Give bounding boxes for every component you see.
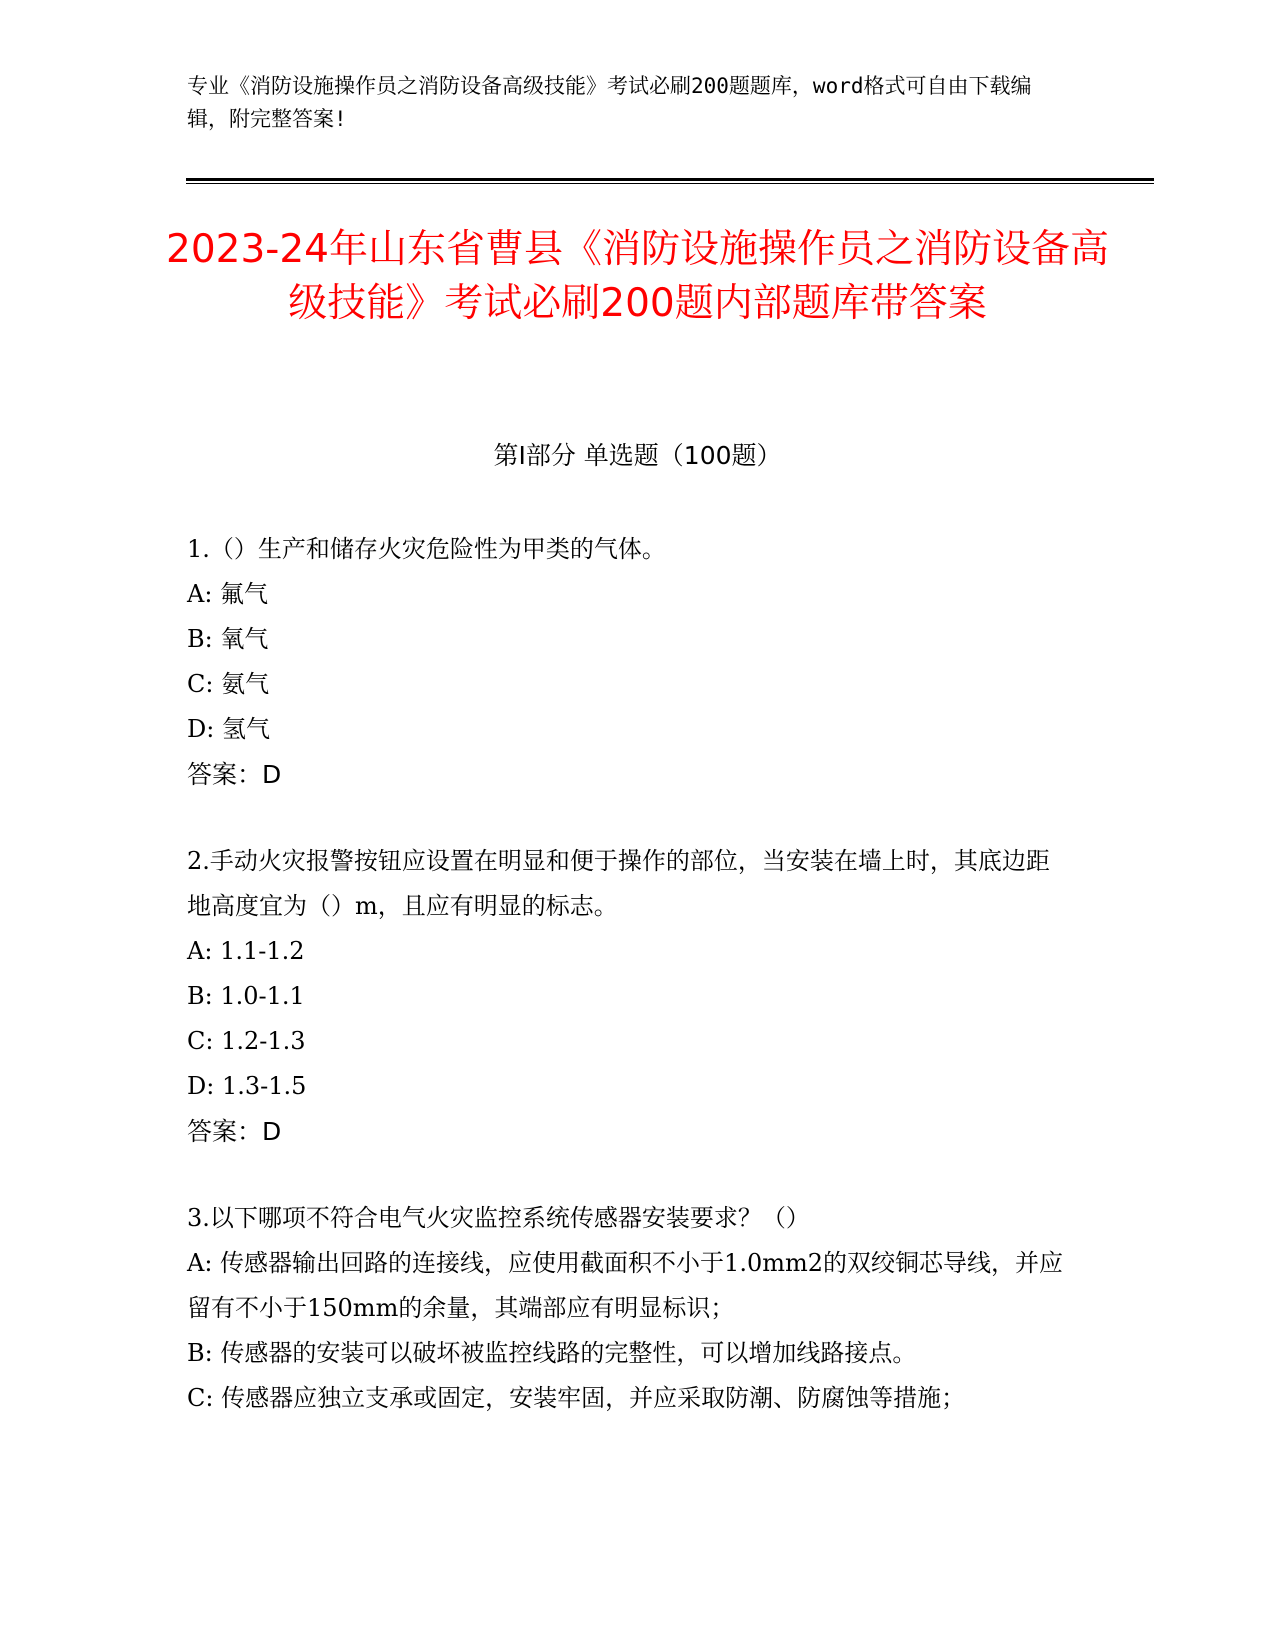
header-rule-thin: [186, 183, 1154, 184]
option-a: A: 传感器输出回路的连接线，应使用截面积不小于1.0mm2的双绞铜芯导线，并应留有不小于150mm的余量，其端部应有明显标识；: [187, 1249, 1063, 1322]
option-b: B: 传感器的安装可以破坏被监控线路的完整性，可以增加线路接点。: [187, 1339, 917, 1367]
question-list: [187, 527, 1067, 1463]
header-rule-thick: [186, 178, 1154, 181]
section-heading: 第I部分 单选题（100题）: [493, 441, 782, 470]
option-d: D: 氢气: [187, 715, 270, 743]
answer: 答案：D: [187, 1117, 282, 1146]
option-d: D: 1.3-1.5: [187, 1072, 307, 1100]
document-title: 2023-24年山东省曹县《消防设施操作员之消防设备高级技能》考试必刷200题内部题库带答案: [166, 227, 1109, 326]
option-a: A: 氟气: [187, 580, 269, 608]
option-b: B: 1.0-1.1: [187, 982, 305, 1010]
option-c: C: 传感器应独立支承或固定，安装牢固，并应采取防潮、防腐蚀等措施；: [187, 1384, 966, 1412]
question-stem: 3.以下哪项不符合电气火灾监控系统传感器安装要求？（）: [187, 1204, 810, 1232]
question-2: [187, 839, 1067, 1154]
option-a: A: 1.1-1.2: [187, 937, 305, 965]
question-1: [187, 527, 1067, 797]
answer: 答案：D: [187, 760, 282, 789]
option-c: C: 1.2-1.3: [187, 1027, 306, 1055]
question-stem: 1.（）生产和储存火灾危险性为甲类的气体。: [187, 535, 666, 563]
option-c: C: 氨气: [187, 670, 270, 698]
question-stem: 2.手动火灾报警按钮应设置在明显和便于操作的部位，当安装在墙上时，其底边距地高度宜为（）m，且应有明显的标志。: [187, 847, 1050, 920]
question-3: [187, 1196, 1067, 1421]
document-intro: 专业《消防设施操作员之消防设备高级技能》考试必刷200题题库，word格式可自由下载编辑，附完整答案!: [187, 74, 1032, 131]
option-b: B: 氧气: [187, 625, 269, 653]
